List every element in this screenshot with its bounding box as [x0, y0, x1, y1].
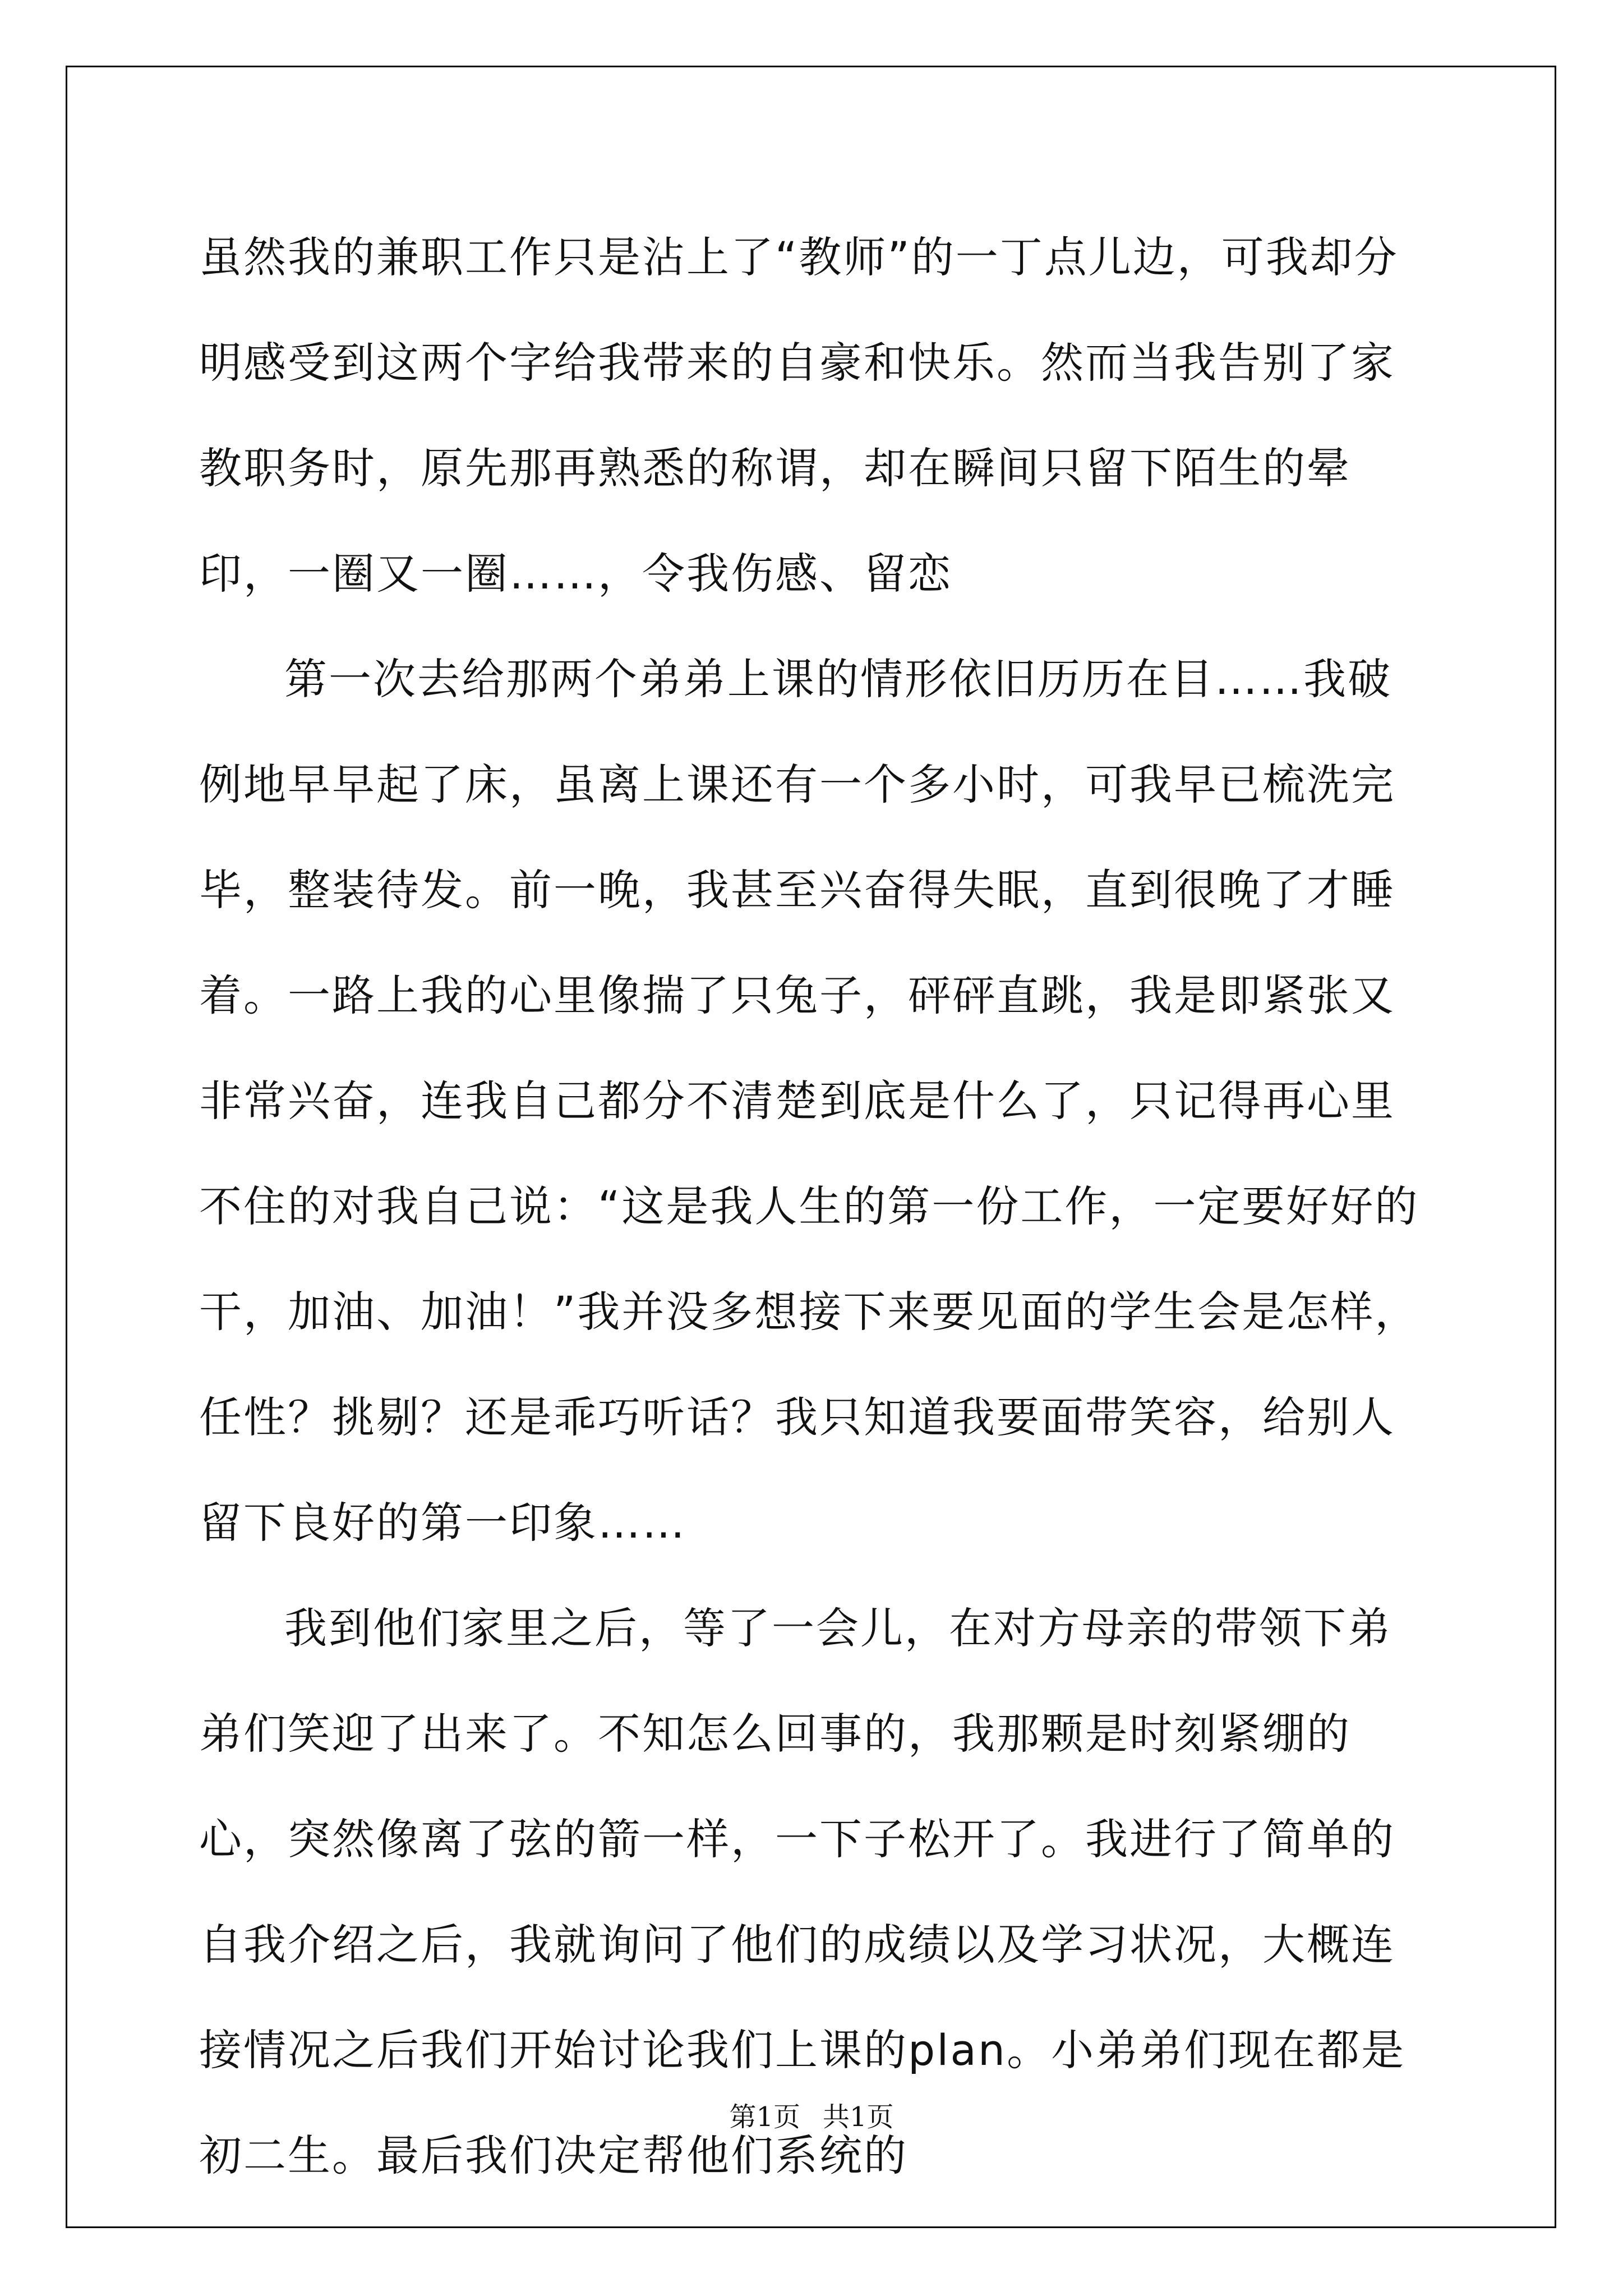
paragraph-2: 第一次去给那两个弟弟上课的情形依旧历历在目……我破例地早早起了床，虽离上课还有一个多小时，可我早已梳洗完毕，整装待发。前一晚，我甚至兴奋得失眠，直到很晚了才睡着。一路上我的心里像揣了只兔子，砰砰直跳，我是即紧张又非常兴奋，连我自己都分不清楚到底是什么了，只记得再心里不住的对我自己说：“这是我人生的第一份工作，一定要好好的干，加油、加油！”我并没多想接下来要见面的学生会是怎样，任性？挑剔？还是乖巧听话？我只知道我要面带笑容，给别人留下良好的第一印象…… — [199, 654, 1419, 1548]
page-number-total: 共1页 — [823, 2101, 894, 2133]
page-footer — [0, 2100, 1623, 2134]
document-body — [199, 205, 1430, 2208]
paragraph-1: 虽然我的兼职工作只是沾上了“教师”的一丁点儿边，可我却分明感受到这两个字给我带来的自豪和快乐。然而当我告别了家教职务时，原先那再熟悉的称谓，却在瞬间只留下陌生的晕印，一圈又一圈……，令我伤感、留恋 — [199, 232, 1399, 599]
page-number-current: 第1页 — [729, 2101, 800, 2133]
paragraph-3: 我到他们家里之后，等了一会儿，在对方母亲的带领下弟弟们笑迎了出来了。不知怎么回事的，我那颗是时刻紧绷的心，突然像离了弦的箭一样，一下子松开了。我进行了简单的自我介绍之后，我就询问了他们的成绩以及学习状况，大概连接情况之后我们开始讨论我们上课的plan。小弟弟们现在都是初二生。最后我们决定帮他们系统的 — [199, 1603, 1406, 2180]
